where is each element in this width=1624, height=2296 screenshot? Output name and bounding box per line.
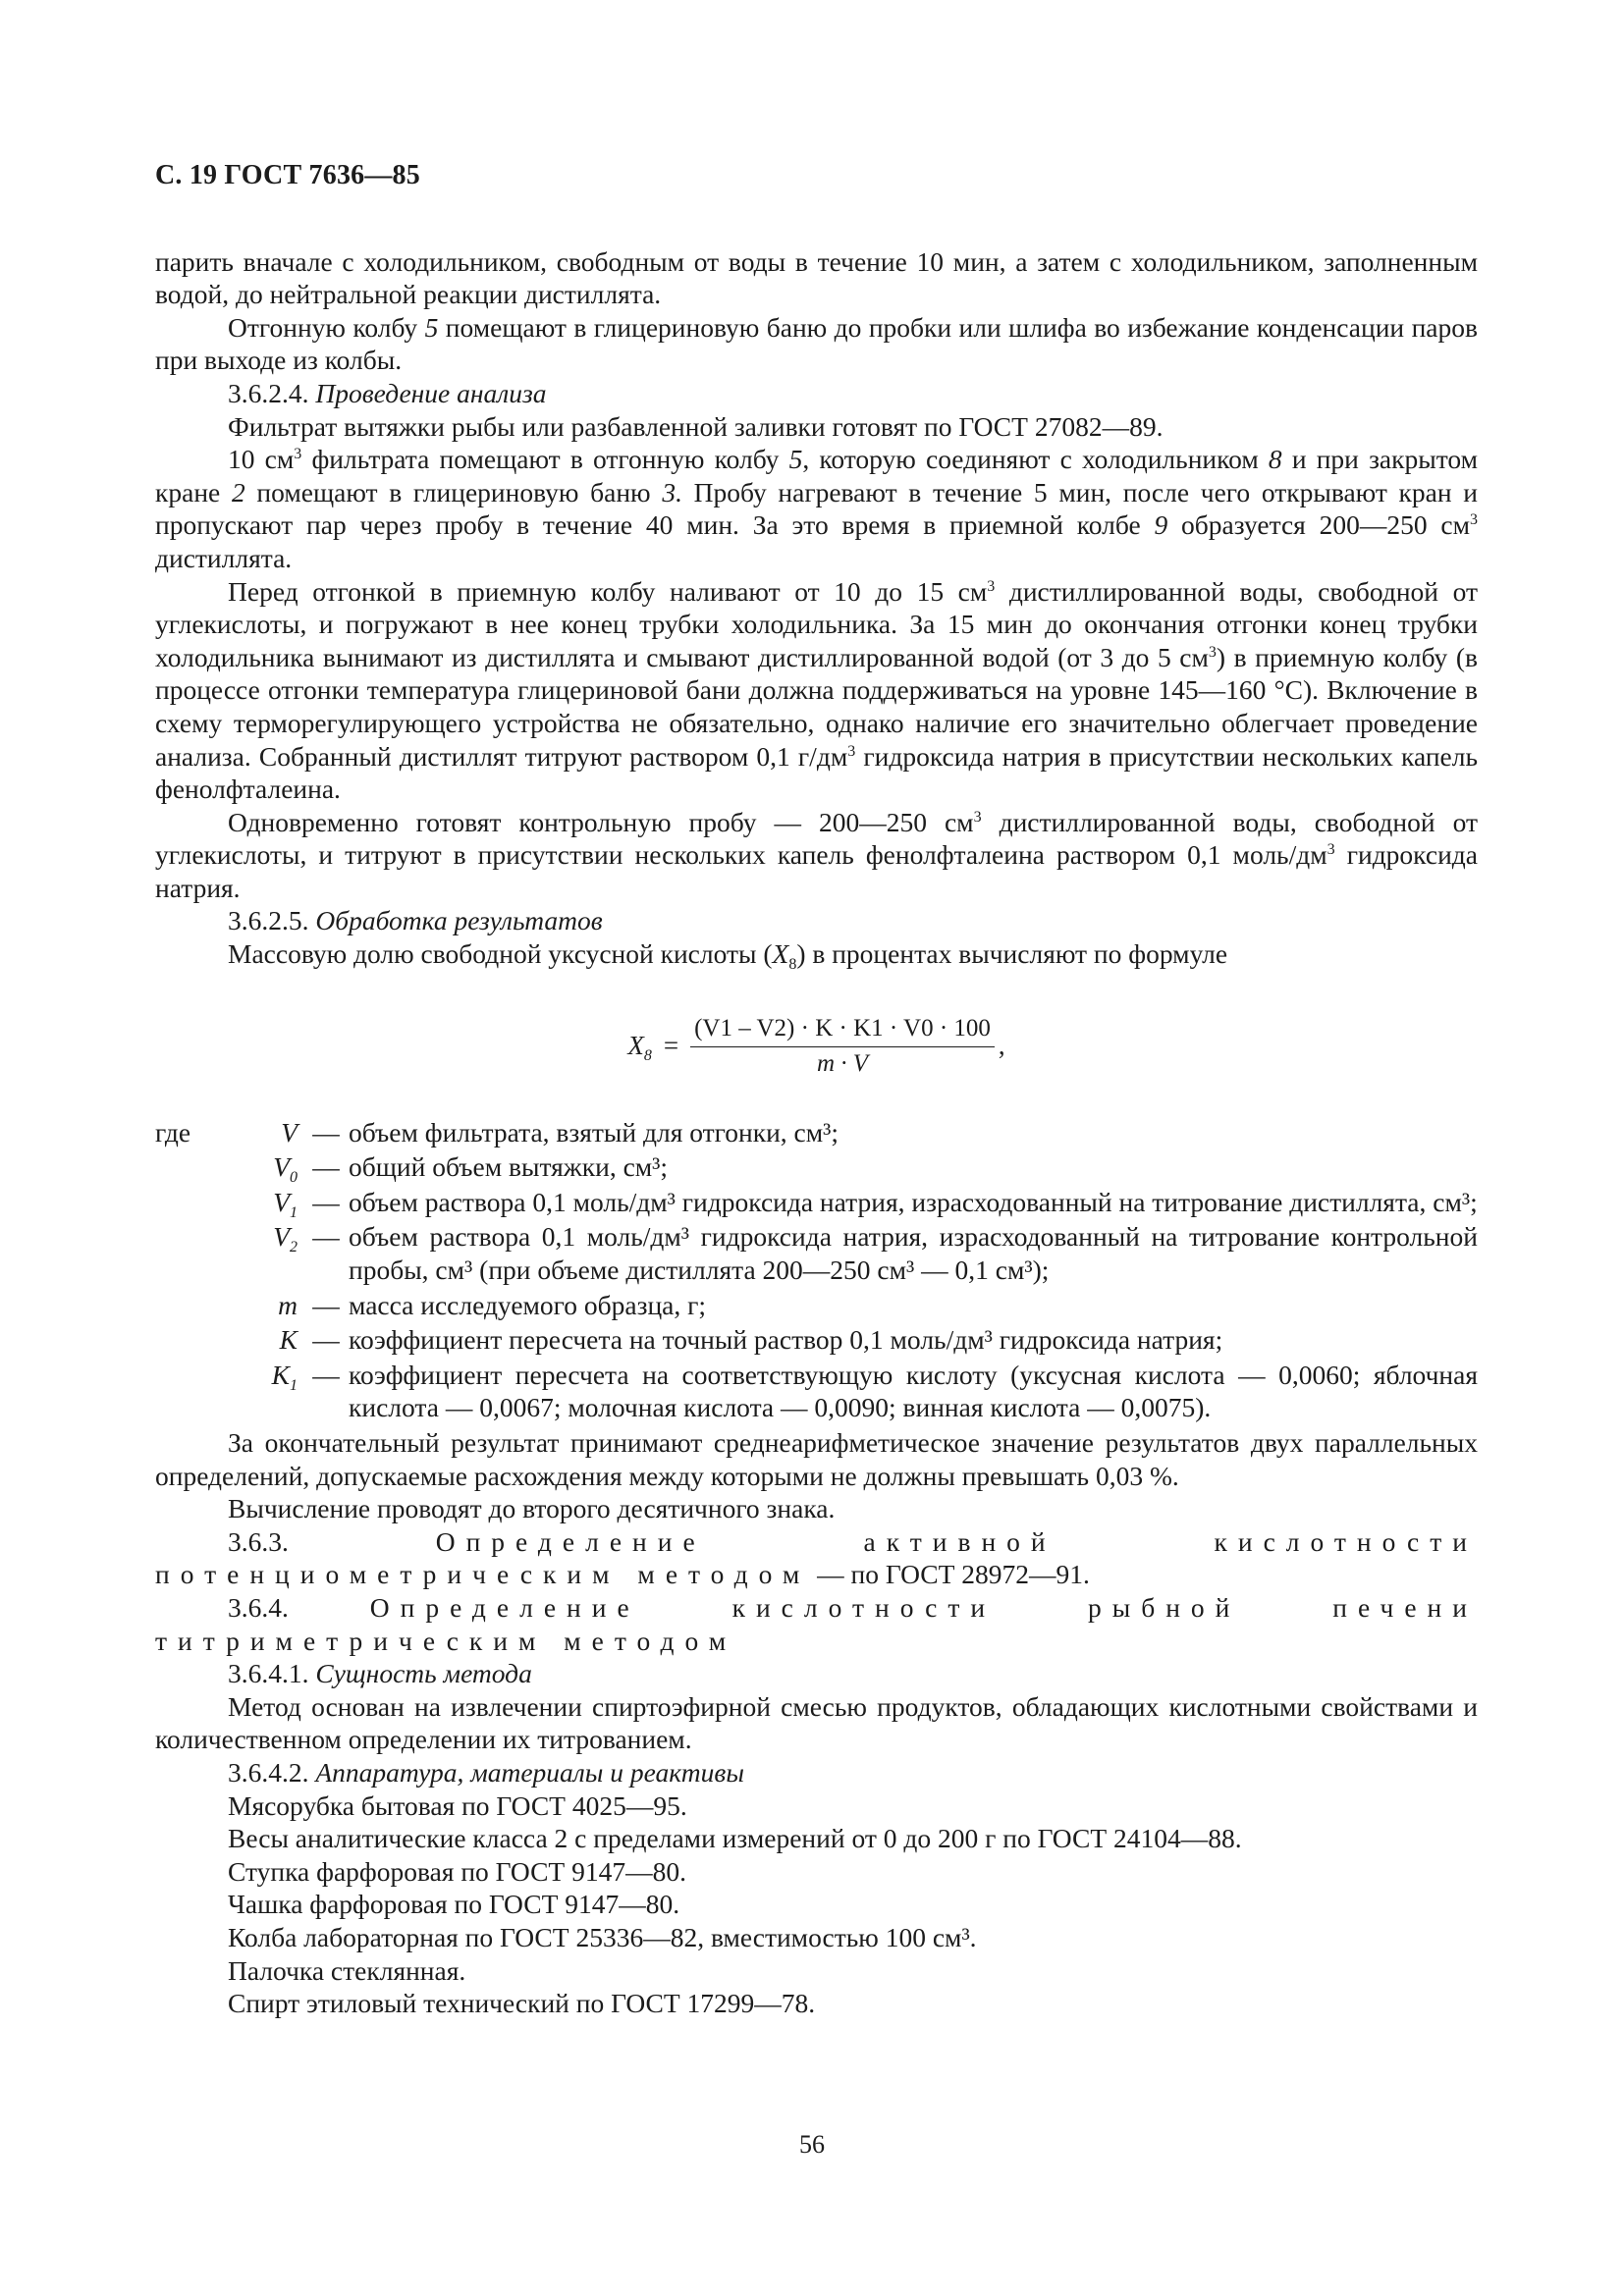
where-label: [155, 1220, 256, 1286]
list-item: Весы аналитические класса 2 с пределами измерений от 0 до 200 г по ГОСТ 24104—88.: [228, 1823, 1242, 1854]
paragraph-flask-bath: Отгонную колбу 5 помещают в глицериновую баню до пробки или шлифа во избежание конденсации паров при выходе из колбы.: [155, 311, 1478, 376]
subsection-heading-3-6-2-5: 3.6.2.5. Обработка результатов: [228, 905, 603, 936]
variable-definitions: [155, 1116, 1478, 1424]
where-label: [155, 1323, 256, 1357]
variable-description: объем фильтрата, взятый для отгонки, см³;: [349, 1116, 839, 1148]
page-number: 56: [799, 2130, 825, 2159]
equipment-list: [155, 1789, 1478, 2020]
paragraph-filtrate: Фильтрат вытяжки рыбы или разбавленной заливки готовят по ГОСТ 27082—89.: [228, 410, 1164, 442]
paragraph-receiving-flask: Перед отгонкой в приемную колбу наливают от 10 до 15 $см^3$ дистиллированной воды, свободной от углекислоты, и погружают в нее конец трубки холодильника. За 15 мин до окончания отгонки конец трубки холодильника вынимают из дистиллята и смывают дистиллированной водой (от 3 до 5 $см^3$) в приемную колбу (в процессе отгонки температура глицериновой бани должна поддерживаться на уровне 145—160 °С). Включение в схему терморегулирующего устройства не обязательно, однако наличие его значительно облегчает проведение анализа. Собранный дистиллят титруют раствором 0,1 $г/дм^3$ гидроксида натрия в присутствии нескольких капель фенолфталеина.: [155, 575, 1479, 805]
paragraph-final-result: За окончательный результат принимают среднеарифметическое значение результатов двух параллельных определений, допускаемые расхождения между которыми не должны превышать 0,03 %.: [155, 1427, 1478, 1491]
paragraph-precision: Вычисление проводят до второго десятичного знака.: [228, 1493, 836, 1524]
where-label: [155, 1289, 256, 1322]
section-3-6-4: 3.6.4. Определение кислотности рыбной печени титриметрическим методом: [155, 1591, 1478, 1656]
definition-dash: —: [312, 1151, 340, 1183]
definition-dash: —: [312, 1289, 340, 1320]
variable-symbol: $V_0$: [273, 1151, 298, 1187]
definition-dash: —: [312, 1186, 340, 1217]
variable-symbol: V: [281, 1116, 298, 1148]
paragraph-procedure: 10 $см^3$ фильтрата помещают в отгонную колбу 5, которую соединяют с холодильником 8 и при закрытом кране 2 помещают в глицериновую баню 3. Пробу нагревают в течение 5 мин, после чего открывают кран и пропускают пар через пробу в течение 40 мин. За это время в приемной колбе 9 образуется 200—250 $см^3$ дистиллята.: [155, 444, 1479, 573]
list-item: Чашка фарфоровая по ГОСТ 9147—80.: [228, 1889, 680, 1920]
formula-lhs: $X_8$: [627, 1030, 652, 1064]
variable-definition-row: [155, 1150, 1478, 1187]
variable-description: коэффициент пересчета на соответствующую кислоту (уксусная кислота — 0,0060; яблочная кислота — 0,0067; молочная кислота — 0,0090; винная кислота — 0,0075).: [349, 1359, 1478, 1423]
variable-symbol: K: [279, 1324, 298, 1356]
variable-definition-row: [155, 1289, 1478, 1322]
definition-dash: —: [312, 1116, 340, 1148]
section-3-6-3: 3.6.3. Определение активной кислотности потенциометрическим методом — по ГОСТ 28972—91.: [155, 1525, 1478, 1590]
variable-definition-row: [155, 1186, 1478, 1219]
variable-description: объем раствора 0,1 моль/дм³ гидроксида натрия, израсходованный на титрование контрольной пробы, см³ (при объеме дистиллята 200—250 см³ — 0,1 см³);: [349, 1221, 1478, 1286]
where-label: [155, 1186, 256, 1219]
subsection-heading-3-6-4-2: 3.6.4.2. Аппаратура, материалы и реактивы: [228, 1756, 744, 1788]
variable-symbol: m: [278, 1289, 298, 1320]
variable-symbol: $V_1$: [273, 1186, 298, 1221]
subsection-heading-3-6-4-1: 3.6.4.1. Сущность метода: [228, 1658, 532, 1689]
variable-definition-row: [155, 1220, 1478, 1286]
list-item: Мясорубка бытовая по ГОСТ 4025—95.: [228, 1789, 687, 1821]
variable-description: общий объем вытяжки, см³;: [349, 1151, 669, 1183]
list-item: Колба лабораторная по ГОСТ 25336—82, вместимостью 100 см³.: [228, 1921, 977, 1952]
paragraph-formula-intro: Массовую долю свободной уксусной кислоты $(X_8)$ в процентах вычисляют по формуле: [228, 938, 1228, 974]
formula-equals: =: [663, 1030, 679, 1060]
variable-definition-row: [155, 1359, 1478, 1424]
variable-symbol: $K_1$: [271, 1359, 298, 1394]
definition-dash: —: [312, 1359, 340, 1390]
definition-dash: —: [312, 1221, 340, 1253]
variable-description: коэффициент пересчета на точный раствор 0,1 моль/дм³ гидроксида натрия;: [349, 1324, 1223, 1356]
where-label: [155, 1150, 256, 1184]
paragraph-control-sample: Одновременно готовят контрольную пробу — 200—250 $см^3$ дистиллированной воды, свободной от углекислоты, и титруют в присутствии нескольких капель фенолфталеина раствором 0,1 моль/$дм^3$ гидроксида натрия.: [155, 806, 1478, 903]
document-page: [155, 159, 1478, 2020]
list-item: Ступка фарфоровая по ГОСТ 9147—80.: [228, 1855, 686, 1887]
running-header: С. 19 ГОСТ 7636—85: [155, 160, 420, 190]
formula-fraction: [690, 1014, 995, 1079]
paragraph-distill-continuation: парить вначале с холодильником, свободным от воды в течение 10 мин, а затем с холодильником, заполненным водой, до нейтральной реакции дистиллята.: [155, 245, 1478, 310]
formula-tail: ,: [998, 1030, 1005, 1060]
where-label: где: [155, 1116, 191, 1148]
paragraph-method-essence: Метод основан на извлечении спиртоэфирной смесью продуктов, обладающих кислотными свойствами и количественном определении их титрованием.: [155, 1690, 1478, 1755]
formula-x8: [155, 1014, 1478, 1079]
list-item: Палочка стеклянная.: [228, 1954, 466, 1986]
formula-numerator: (V1 – V2) · K · K1 · V0 · 100: [690, 1014, 995, 1047]
subsection-heading-3-6-2-4: 3.6.2.4. Проведение анализа: [228, 377, 547, 408]
list-item: Спирт этиловый технический по ГОСТ 17299—78.: [228, 1988, 816, 2019]
variable-definition-row: [155, 1116, 1478, 1149]
definition-dash: —: [312, 1324, 340, 1356]
variable-description: масса исследуемого образца, г;: [349, 1289, 707, 1320]
where-label: [155, 1359, 256, 1424]
formula-denominator: m · V: [816, 1049, 869, 1077]
variable-definition-row: [155, 1323, 1478, 1357]
variable-description: объем раствора 0,1 моль/дм³ гидроксида натрия, израсходованный на титрование дистиллята, см³;: [349, 1186, 1478, 1217]
variable-symbol: $V_2$: [273, 1221, 298, 1256]
